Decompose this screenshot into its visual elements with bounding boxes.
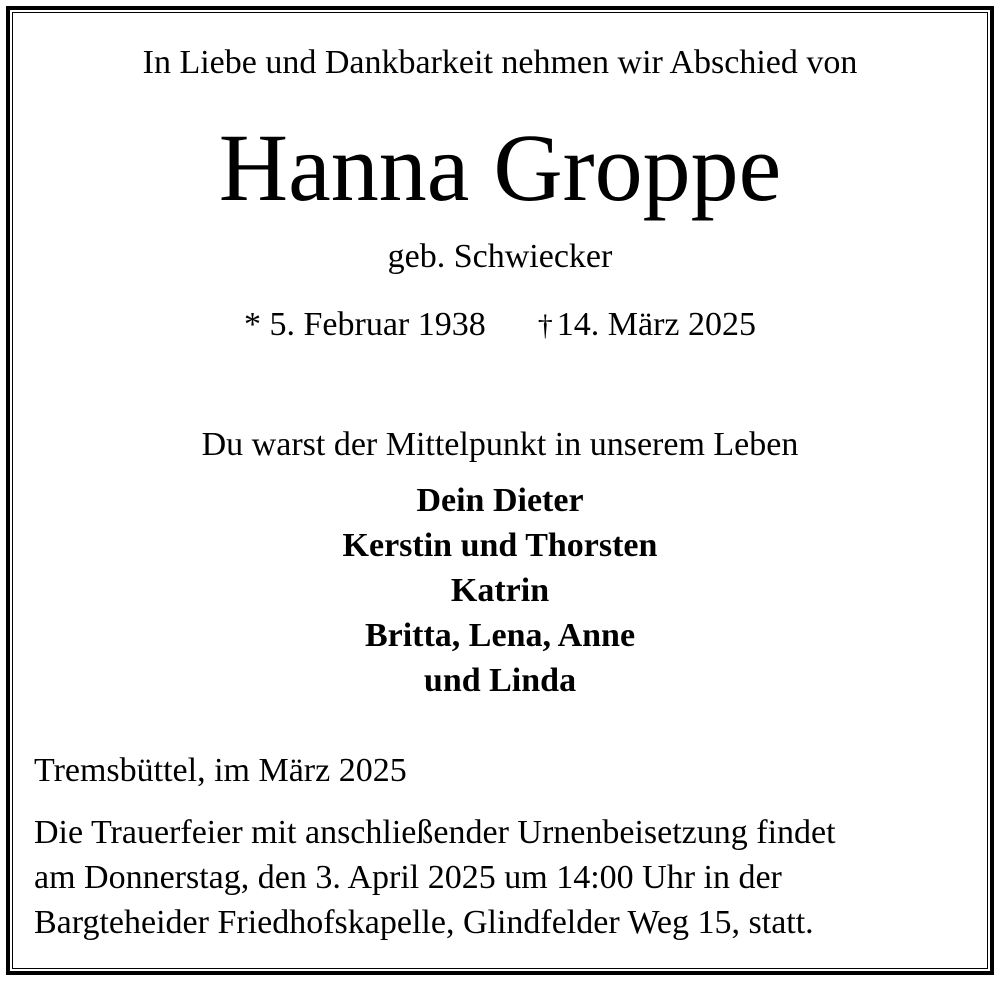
- deceased-name: Hanna Groppe: [218, 114, 782, 221]
- mourners-list: [0, 478, 1000, 703]
- birth-date: 5. Februar 1938: [269, 306, 486, 343]
- maiden-name: geb. Schwiecker: [387, 238, 613, 275]
- intro-line: In Liebe und Dankbarkeit nehmen wir Abschied von: [142, 44, 858, 81]
- ceremony-notice: [34, 810, 836, 945]
- ceremony-line: Die Trauerfeier mit anschließender Urnenbeisetzung findet: [34, 814, 836, 851]
- ceremony-line: Bargteheider Friedhofskapelle, Glindfelder Weg 15, statt.: [34, 904, 814, 941]
- ceremony-line: am Donnerstag, den 3. April 2025 um 14:00 Uhr in der: [34, 859, 782, 896]
- mourner-name: Katrin: [450, 572, 550, 609]
- mourner-name: Britta, Lena, Anne: [364, 617, 636, 654]
- place-and-date: Tremsbüttel, im März 2025: [34, 752, 407, 789]
- death-cross-icon: †: [537, 309, 553, 342]
- mourner-name: Dein Dieter: [416, 482, 584, 519]
- motto-line: Du warst der Mittelpunkt in unserem Leben: [201, 426, 799, 463]
- death-date: 14. März 2025: [556, 306, 756, 343]
- mourner-name: und Linda: [423, 662, 577, 699]
- life-dates: [0, 306, 1000, 344]
- mourner-name: Kerstin und Thorsten: [342, 527, 658, 564]
- birth-star-symbol: *: [244, 306, 261, 343]
